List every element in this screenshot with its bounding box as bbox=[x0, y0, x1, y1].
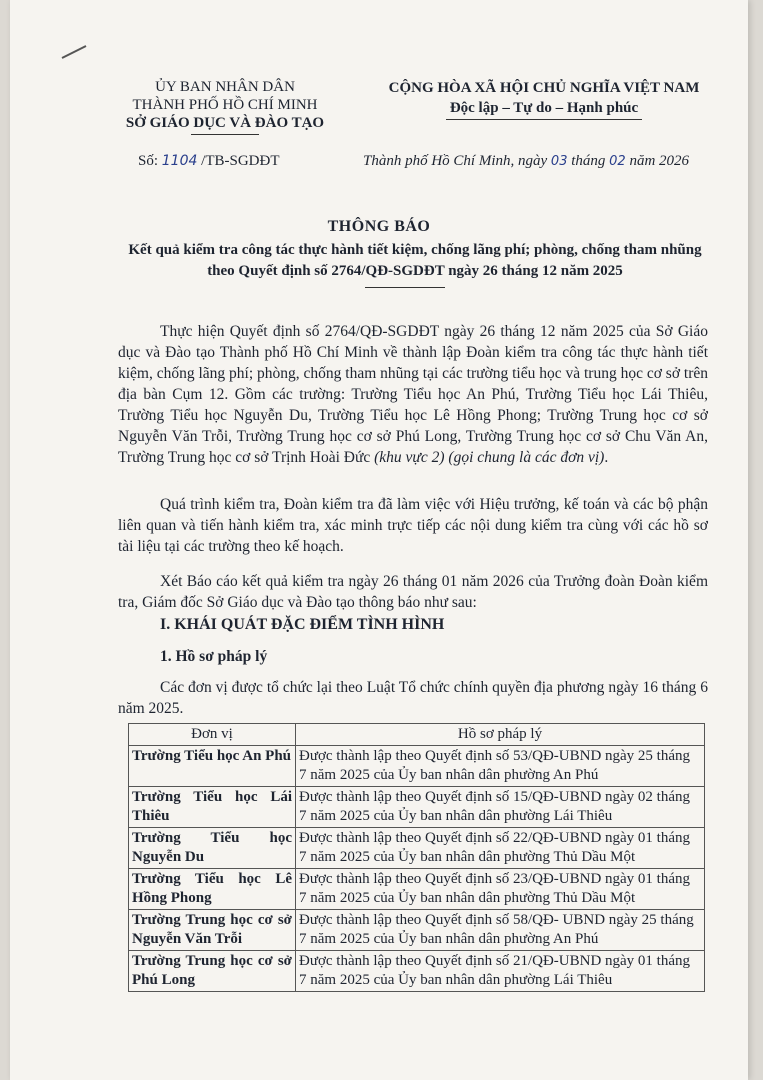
paragraph-4: Các đơn vị được tổ chức lại theo Luật Tổ chức chính quyền địa phương ngày 16 tháng 6 năm 2025. bbox=[118, 679, 708, 717]
handwritten-day: 03 bbox=[550, 154, 568, 169]
paragraph-1 bbox=[118, 321, 708, 468]
pen-stroke-mark bbox=[60, 42, 90, 62]
number-prefix: Số: bbox=[138, 153, 159, 169]
section-heading-1: I. KHÁI QUÁT ĐẶC ĐIỂM TÌNH HÌNH bbox=[160, 616, 445, 633]
issuer-underline bbox=[191, 134, 259, 135]
table-row bbox=[129, 746, 705, 787]
paragraph-1-end: . bbox=[604, 449, 609, 466]
handwritten-month: 02 bbox=[609, 154, 626, 169]
date-year: năm 2026 bbox=[629, 153, 690, 169]
table-row bbox=[129, 787, 705, 828]
cell-unit: Trường Tiểu học Nguyễn Du bbox=[129, 828, 296, 869]
paragraph-1-italic: (khu vực 2) (gọi chung là các đơn vị) bbox=[374, 449, 605, 466]
header-unit: Đơn vị bbox=[129, 724, 296, 746]
document-number bbox=[138, 153, 280, 170]
number-suffix: /TB-SGDĐT bbox=[201, 153, 280, 169]
cell-basis: Được thành lập theo Quyết định số 58/QĐ- UBND ngày 25 tháng 7 năm 2025 của Ủy ban nhân dân phường An Phú bbox=[296, 910, 705, 951]
document-subtitle: Kết quả kiểm tra công tác thực hành tiết kiệm, chống lãng phí; phòng, chống tham nhũng theo Quyết định số 2764/QĐ-SGDĐT ngày 26 tháng 12 năm 2025 bbox=[128, 242, 702, 279]
cell-basis: Được thành lập theo Quyết định số 53/QĐ-UBND ngày 25 tháng 7 năm 2025 của Ủy ban nhân dân phường An Phú bbox=[296, 746, 705, 787]
table-row bbox=[129, 828, 705, 869]
paragraph-3: Xét Báo cáo kết quả kiểm tra ngày 26 tháng 01 năm 2026 của Trưởng đoàn Đoàn kiểm tra, Giám đốc Sở Giáo dục và Đào tạo thông báo như sau: bbox=[118, 573, 708, 611]
issuer-line-2: THÀNH PHỐ HỒ CHÍ MINH bbox=[132, 97, 318, 113]
document-date bbox=[363, 153, 689, 170]
paragraph-1-text: Thực hiện Quyết định số 2764/QĐ-SGDĐT ngày 26 tháng 12 năm 2025 của Sở Giáo dục và Đào tạo Thành phố Hồ Chí Minh về thành lập Đoàn kiểm tra công tác thực hành tiết kiệm, chống lãng phí; phòng, chống tham nhũng tại các trường tiểu học và trung học cơ sở trên địa bàn Cụm 12. Gồm các trường: Trường Tiểu học An Phú, Trường Tiểu học Lái Thiêu, Trường Tiểu học Nguyễn Du, Trường Tiểu học Lê Hồng Phong; Trường Trung học cơ sở Nguyễn Văn Trỗi, Trường Trung học cơ sở Phú Long, Trường Trung học cơ sở Chu Văn An, Trường Trung học cơ sở Trịnh Hoài Đức bbox=[118, 323, 708, 466]
national-motto: Độc lập – Tự do – Hạnh phúc bbox=[446, 98, 642, 120]
table-row bbox=[129, 910, 705, 951]
subtitle-underline bbox=[365, 287, 445, 288]
cell-unit: Trường Trung học cơ sở Phú Long bbox=[129, 951, 296, 992]
paragraph-2: Quá trình kiểm tra, Đoàn kiểm tra đã làm việc với Hiệu trưởng, kế toán và các bộ phận liên quan và tiến hành kiểm tra, xác minh trực tiếp các nội dung kiểm tra cùng với các hồ sơ tài liệu tại các trường theo kế hoạch. bbox=[118, 496, 708, 555]
cell-basis: Được thành lập theo Quyết định số 21/QĐ-UBND ngày 01 tháng 7 năm 2025 của Ủy ban nhân dân phường Lái Thiêu bbox=[296, 951, 705, 992]
subsection-heading-1: 1. Hồ sơ pháp lý bbox=[160, 648, 268, 665]
cell-basis: Được thành lập theo Quyết định số 23/QĐ-UBND ngày 01 tháng 7 năm 2025 của Ủy ban nhân dân phường Thủ Dầu Một bbox=[296, 869, 705, 910]
date-month-label: tháng bbox=[571, 153, 606, 169]
issuer-header bbox=[100, 78, 350, 135]
national-title: CỘNG HÒA XÃ HỘI CHỦ NGHĨA VIỆT NAM bbox=[388, 80, 700, 96]
cell-unit: Trường Tiểu học Lê Hồng Phong bbox=[129, 869, 296, 910]
handwritten-number: 1104 bbox=[161, 153, 198, 169]
cell-basis: Được thành lập theo Quyết định số 15/QĐ-UBND ngày 02 tháng 7 năm 2025 của Ủy ban nhân dân phường Lái Thiêu bbox=[296, 787, 705, 828]
document-title: THÔNG BÁO bbox=[327, 218, 431, 235]
cell-basis: Được thành lập theo Quyết định số 22/QĐ-UBND ngày 01 tháng 7 năm 2025 của Ủy ban nhân dân phường Thủ Dầu Một bbox=[296, 828, 705, 869]
header-basis: Hồ sơ pháp lý bbox=[296, 724, 705, 746]
national-header bbox=[348, 78, 740, 120]
table-row bbox=[129, 951, 705, 992]
cell-unit: Trường Tiểu học Lái Thiêu bbox=[129, 787, 296, 828]
table-header-row bbox=[129, 724, 705, 746]
date-prefix: Thành phố Hồ Chí Minh, ngày bbox=[363, 153, 548, 169]
issuer-line-3: SỞ GIÁO DỤC VÀ ĐÀO TẠO bbox=[125, 115, 325, 131]
table-row bbox=[129, 869, 705, 910]
cell-unit: Trường Tiểu học An Phú bbox=[129, 746, 296, 787]
cell-unit: Trường Trung học cơ sở Nguyễn Văn Trỗi bbox=[129, 910, 296, 951]
document-page bbox=[10, 0, 748, 1080]
legal-basis-table bbox=[128, 723, 705, 992]
issuer-line-1: ỦY BAN NHÂN DÂN bbox=[155, 79, 295, 95]
